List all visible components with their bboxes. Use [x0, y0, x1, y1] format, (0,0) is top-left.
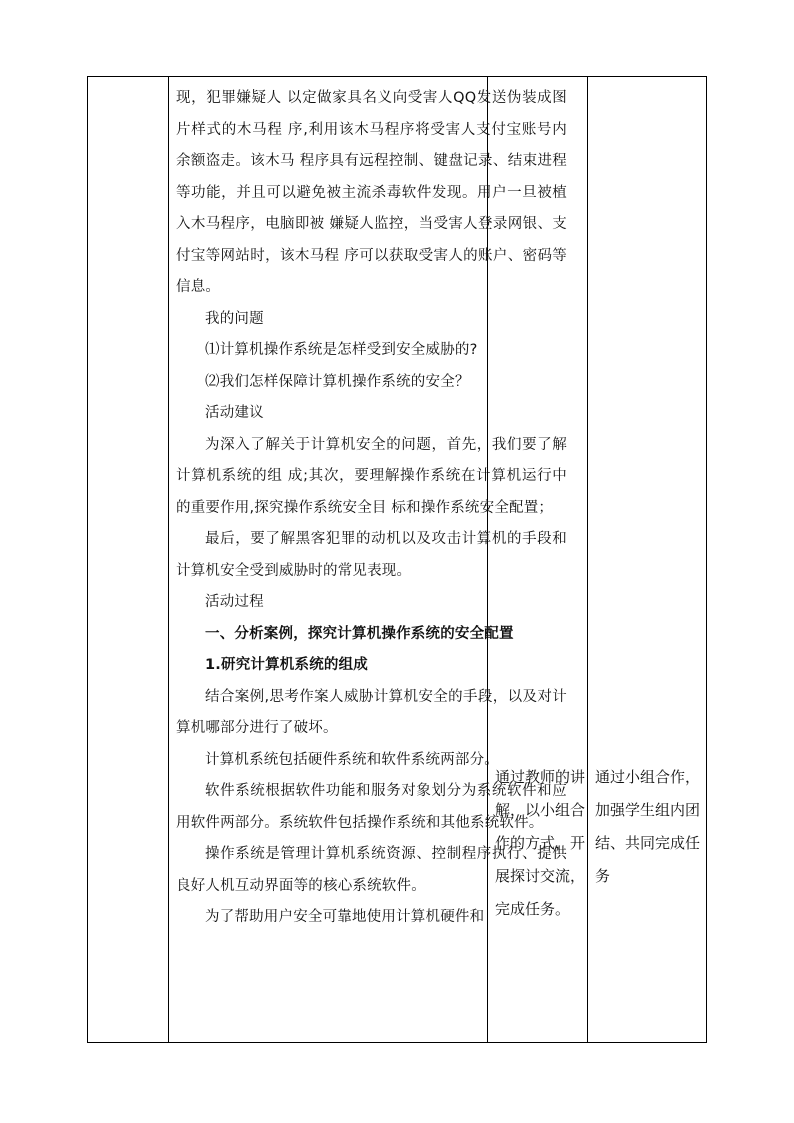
suggestion-paragraph: 为深入了解关于计算机安全的问题，首先，我们要了解计算机系统的组 成;其次，要理解操作系统在计算机运行中的重要作用,探究操作系统安全目 标和操作系统安全配置； — [176, 436, 567, 516]
teacher-activity-cell: 通过教师的讲解，以小组合作的方式，开展探讨交流，完成任务。 — [495, 768, 586, 918]
process-subheading: 1.研究计算机系统的组成 — [205, 657, 368, 673]
section-heading-process: 活动过程 — [205, 594, 264, 610]
body-paragraph: 操作系统是管理计算机系统资源、控制程序执行、提供良好人机互动界面等的核心系统软件。 — [176, 846, 567, 894]
case-paragraph: 现，犯罪嫌疑人 以定做家具名义向受害人QQ发送伪装成图片样式的木马程 序,利用该木马程序将受害人支付宝账号内余额盗走。该木马 程序具有远程控制、键盘记录、结束进程等功能，并且可以避免被主流杀毒软件发现。用户一旦被植入木马程序，电脑即被 嫌疑人监控，当受害人登录网银、支付宝等网站时，该木马程 序可以获取受害人的账户、密码等信息。 — [176, 90, 567, 295]
body-paragraph: 软件系统根据软件功能和服务对象划分为系统软件和应用软件两部分。系统软件包括操作系统和其他系统软件。 — [176, 783, 567, 831]
lesson-table — [87, 76, 707, 1043]
body-paragraph: 计算机系统包括硬件系统和软件系统两部分。 — [205, 751, 499, 768]
process-step-heading: 一、分析案例，探究计算机操作系统的安全配置 — [205, 625, 514, 642]
body-paragraph: 为了帮助用户安全可靠地使用计算机硬件和 — [205, 909, 485, 925]
question-2: ⑵我们怎样保障计算机操作系统的安全？ — [205, 373, 470, 390]
section-heading-suggestions: 活动建议 — [205, 405, 264, 421]
body-paragraph: 结合案例,思考作案人威胁计算机安全的手段，以及对计算机哪部分进行了破坏。 — [176, 688, 567, 736]
suggestion-paragraph: 最后，要了解黑客犯罪的动机以及攻击计算机的手段和计算机安全受到威胁时的常见表现。 — [176, 531, 567, 579]
question-1: ⑴计算机操作系统是怎样受到安全威胁的? — [205, 342, 478, 358]
column-divider — [587, 77, 588, 1042]
section-heading-questions: 我的问题 — [205, 310, 264, 327]
design-purpose-cell: 通过小组合作，加强学生组内团结、共同完成任务 — [595, 768, 701, 885]
